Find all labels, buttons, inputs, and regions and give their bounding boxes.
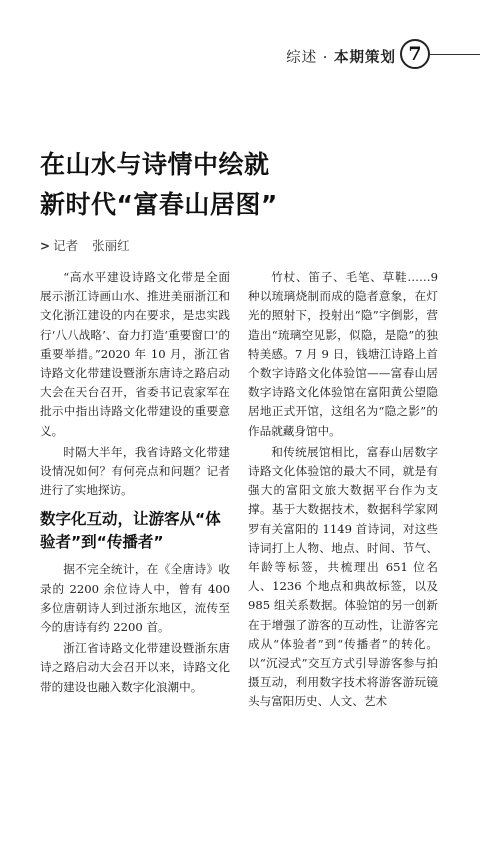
section-header [286, 46, 396, 67]
right-column [248, 268, 438, 714]
paragraph: 时隔大半年，我省诗路文化带建设情况如何？有何亮点和问题？记者进行了实地探访。 [40, 444, 230, 498]
header-rule [430, 54, 480, 55]
paragraph: 竹杖、笛子、毛笔、草鞋……9 种以琉璃烧制而成的隐者意象，在灯光的照射下，投射出“隐”字倒影，营造出“琉璃空见影，似隐，是隐”的独特美感。7 月 9 日，钱塘江诗路上首个数字诗路文化体验馆——富春山居数字诗路文化体验馆在富阳黄公望隐居地正式开馆，这组名为“隐之影”的作品就藏身馆中。 [248, 270, 438, 438]
byline-name: 张丽红 [92, 238, 130, 253]
paragraph: “高水平建设诗路文化带是全面展示浙江诗画山水、推进美丽浙江和文化浙江建设的内在要求，是忠实践行‘八八战略’、奋力打造‘重要窗口’的重要举措。”2020 年 10 月，浙江省诗路文化带建设暨浙东唐诗之路启动大会在天台召开，省委书记袁家军在批示中指出诗路文化带建设的重要意义。 [40, 270, 230, 438]
section-label-bold: 本期策划 [334, 50, 396, 66]
left-column [40, 268, 230, 699]
title-line-1: 在山水与诗情中绘就 [40, 150, 270, 179]
paragraph: 和传统展馆相比，富春山居数字诗路文化体验馆的最大不同，就是有强大的富阳文旅大数据平台作为支撑。基于大数据技术，数据科学家网罗有关富阳的 1149 首诗词，对这些诗词打上人物、地点、时间、节气、年龄等标签，共梳理出 651 位名人、1236 个地点和典故标签，以及 985 组关系数据。体验馆的另一创新在于增强了游客的互动性，让游客完成从“体验者”到“传播者”的转化。以“沉浸式”交互方式引导游客参与拍摄互动，利用数字技术将游客游玩镜头与富阳历史、人文、艺术 [248, 444, 438, 709]
section-label: 综述 · [286, 50, 334, 66]
title-line-2: 新时代“富春山居图” [40, 190, 278, 219]
paragraph: 据不完全统计，在《全唐诗》收录的 2200 余位诗人中，曾有 400 多位唐朝诗人到过浙东地区，流传至今的唐诗有约 2200 首。 [40, 562, 230, 635]
article-title [40, 145, 460, 225]
chevron-right-icon: > [40, 239, 51, 253]
byline [40, 236, 130, 254]
byline-role: 记者 [53, 238, 79, 253]
section-heading: 数字化互动，让游客从“体验者”到“传播者” [40, 510, 221, 552]
page-number: 7 [400, 39, 430, 69]
paragraph: 浙江省诗路文化带建设暨浙东唐诗之路启动大会召开以来，诗路文化带的建设也融入数字化浪潮中。 [40, 641, 230, 694]
